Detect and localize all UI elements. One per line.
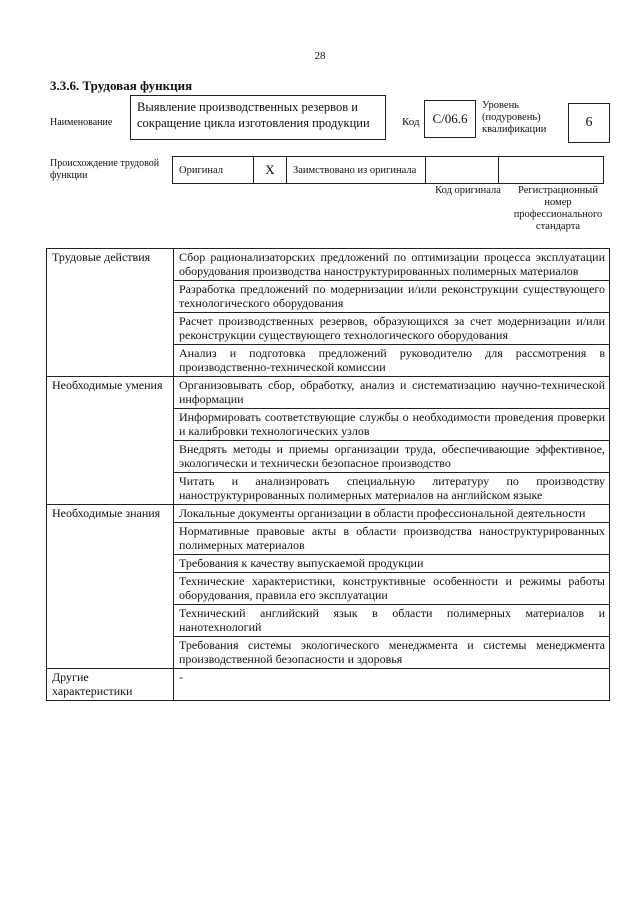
level-box: 6 (568, 103, 610, 143)
reg-caption: Регистрационный номер профессионального стандарта (513, 185, 603, 232)
table-row (47, 505, 610, 523)
borrowed-cell: Заимствовано из оригинала (287, 157, 426, 184)
table-cell: Технический английский язык в области полимерных материалов и нанотехнологий (174, 605, 610, 637)
original-code-cell (426, 157, 499, 184)
code-caption: Код оригинала (435, 185, 501, 196)
table-cell: Нормативные правовые акты в области производства наноструктурированных полимерных материалов (174, 523, 610, 555)
table-cell: Расчет производственных резервов, образующихся за счет модернизации и/или реконструкции существующего технологического оборудования (174, 313, 610, 345)
row-header: Другие характеристики (47, 669, 174, 701)
name-label: Наименование (50, 117, 113, 128)
table-cell: Требования к качеству выпускаемой продукции (174, 555, 610, 573)
level-label: Уровень (подуровень) квалификации (482, 100, 547, 135)
code-label: Код (402, 116, 420, 128)
section-title: 3.3.6. Трудовая функция (50, 78, 193, 93)
code-box: С/06.6 (424, 100, 476, 138)
table-cell: - (174, 669, 610, 701)
table-cell: Внедрять методы и приемы организации труда, обеспечивающие эффективное, экологически и технически безопасное производство (174, 441, 610, 473)
reg-number-cell (499, 157, 604, 184)
origin-table (172, 156, 604, 184)
labor-function-table (46, 248, 610, 701)
table-cell: Анализ и подготовка предложений руководителю для рассмотрения в производственно-технической комиссии (174, 345, 610, 377)
table-cell: Информировать соответствующие службы о необходимости проведения проверки и калибровки технологических узлов (174, 409, 610, 441)
table-cell: Организовывать сбор, обработку, анализ и систематизацию научно-технической информации (174, 377, 610, 409)
row-header: Необходимые знания (47, 505, 174, 669)
table-cell: Требования системы экологического менеджмента и системы менеджмента производственной безопасности и здоровья (174, 637, 610, 669)
row-header: Необходимые умения (47, 377, 174, 505)
table-row (47, 669, 610, 701)
table-cell: Технические характеристики, конструктивные особенности и режимы работы оборудования, правила его эксплуатации (174, 573, 610, 605)
origin-label: Происхождение трудовой функции (50, 158, 160, 181)
function-name-box: Выявление производственных резервов и сокращение цикла изготовления продукции (130, 95, 386, 140)
table-cell: Локальные документы организации в области профессиональной деятельности (174, 505, 610, 523)
table-cell: Сбор рационализаторских предложений по оптимизации процесса эксплуатации оборудования производства наноструктурированных полимерных материалов (174, 249, 610, 281)
table-cell: Разработка предложений по модернизации и/или реконструкции существующего технологического оборудования (174, 281, 610, 313)
table-cell: Читать и анализировать специальную литературу по производству наноструктурированных полимерных материалов на английском языке (174, 473, 610, 505)
table-row (47, 377, 610, 409)
row-header: Трудовые действия (47, 249, 174, 377)
original-mark: X (254, 157, 287, 184)
original-cell: Оригинал (173, 157, 254, 184)
table-row (47, 249, 610, 281)
page-number: 28 (314, 50, 326, 62)
